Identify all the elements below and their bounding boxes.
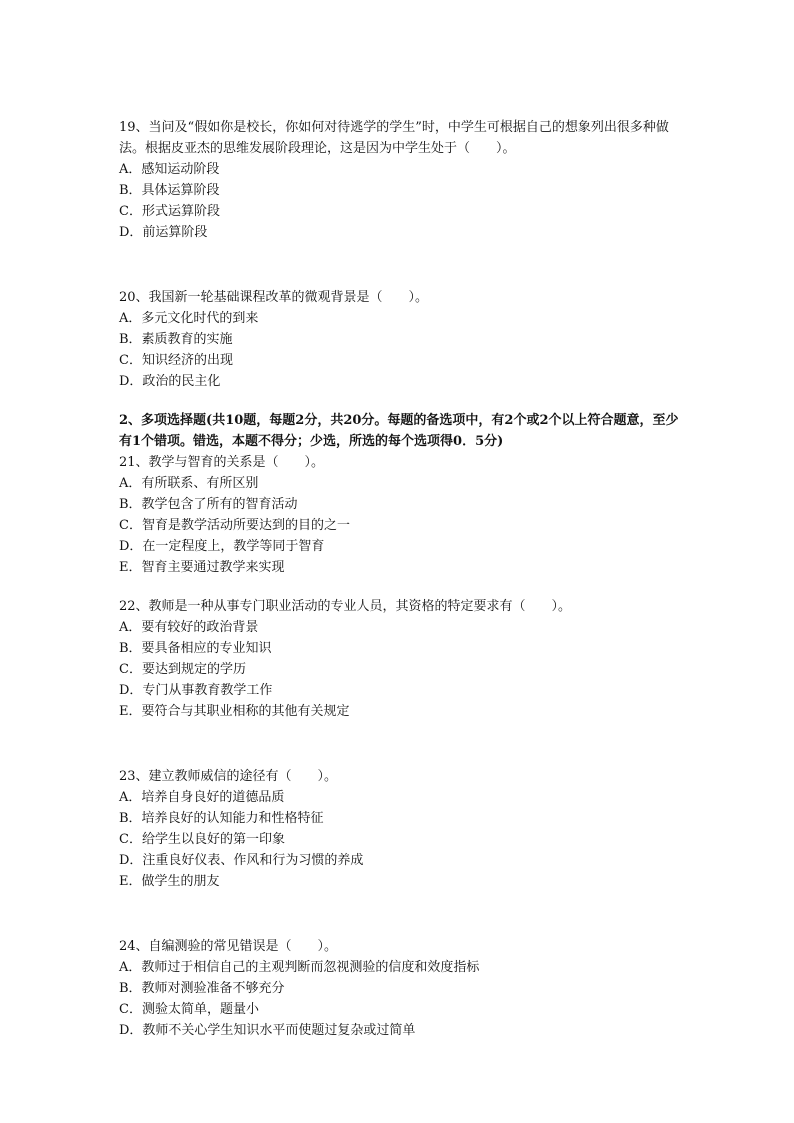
option-b: B．要具备相应的专业知识 (119, 641, 272, 656)
question-24 (119, 936, 679, 1041)
option-a: A．感知运动阶段 (119, 162, 220, 177)
option-a: A．要有较好的政治背景 (119, 620, 259, 635)
option-a: A．教师过于相信自己的主观判断而忽视测验的信度和效度指标 (119, 960, 480, 975)
question-21 (119, 452, 679, 578)
option-e: E．智育主要通过教学来实现 (119, 560, 285, 575)
option-d: D．注重良好仪表、作风和行为习惯的养成 (119, 853, 364, 868)
question-22 (119, 596, 679, 722)
option-b: B．具体运算阶段 (119, 183, 220, 198)
option-e: E．要符合与其职业相称的其他有关规定 (119, 704, 350, 719)
option-d: D．教师不关心学生知识水平而使题过复杂或过简单 (119, 1023, 416, 1038)
spacer (119, 243, 679, 287)
option-a: A．多元文化时代的到来 (119, 311, 259, 326)
question-stem: 21、教学与智育的关系是（ ）。 (119, 455, 325, 470)
question-stem: 19、当问及“假如你是校长，你如何对待逃学的学生”时，中学生可根据自己的想象列出很多种做法。根据皮亚杰的思维发展阶段理论，这是因为中学生处于（ ）。 (119, 120, 669, 156)
question-stem: 20、我国新一轮基础课程改革的微观背景是（ ）。 (119, 290, 429, 305)
question-stem: 22、教师是一种从事专门职业活动的专业人员，其资格的特定要求有（ ）。 (119, 599, 572, 614)
option-a: A．有所联系、有所区别 (119, 476, 259, 491)
option-c: C．智育是教学活动所要达到的目的之一 (119, 518, 350, 533)
option-c: C．测验太简单，题量小 (119, 1002, 259, 1017)
option-d: D．政治的民主化 (119, 374, 221, 389)
option-c: C．给学生以良好的第一印象 (119, 832, 285, 847)
question-19 (119, 117, 679, 243)
option-b: B．培养良好的认知能力和性格特征 (119, 811, 324, 826)
option-d: D．前运算阶段 (119, 225, 208, 240)
option-d: D．在一定程度上，教学等同于智育 (119, 539, 325, 554)
option-b: B．素质教育的实施 (119, 332, 233, 347)
question-23 (119, 766, 679, 892)
option-c: C．形式运算阶段 (119, 204, 220, 219)
option-d: D．专门从事教育教学工作 (119, 683, 273, 698)
option-a: A．培养自身良好的道德品质 (119, 790, 285, 805)
option-e: E．做学生的朋友 (119, 874, 220, 889)
question-stem: 23、建立教师威信的途径有（ ）。 (119, 769, 338, 784)
option-c: C．要达到规定的学历 (119, 662, 246, 677)
option-b: B．教学包含了所有的智育活动 (119, 497, 298, 512)
spacer (119, 578, 679, 596)
spacer (119, 892, 679, 936)
question-20 (119, 287, 679, 392)
option-b: B．教师对测验准备不够充分 (119, 981, 285, 996)
option-c: C．知识经济的出现 (119, 353, 233, 368)
spacer (119, 722, 679, 766)
document-content (119, 117, 679, 1041)
spacer (119, 392, 679, 410)
question-stem: 24、自编测验的常见错误是（ ）。 (119, 939, 338, 954)
section-heading-multiple-choice: 2、多项选择题(共10题，每题2分，共20分。每题的备选项中，有2个或2个以上符合题意，至少有1个错项。错选，本题不得分；少选，所选的每个选项得0．5分) (119, 413, 679, 449)
